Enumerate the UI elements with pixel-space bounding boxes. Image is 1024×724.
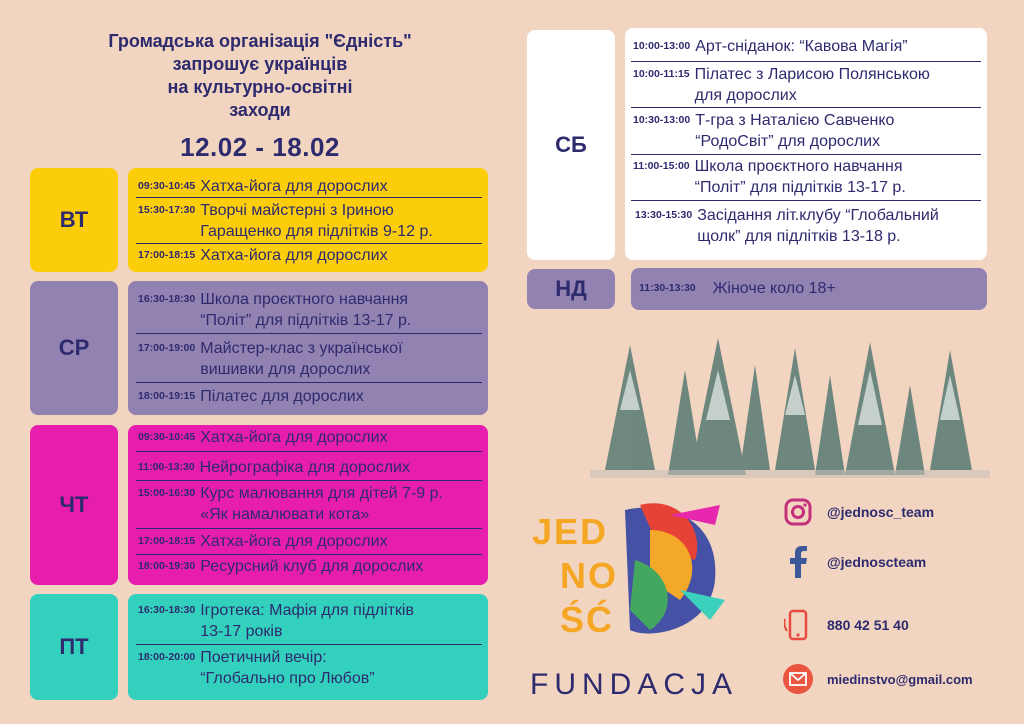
event-title: Поетичний вечір: “Глобально про Любов” (200, 649, 375, 687)
event-time: 10:00-11:15 (633, 68, 690, 80)
event-row (633, 36, 987, 57)
contact-instagram[interactable] (783, 497, 934, 527)
logo-letters-line-1: JED (532, 511, 609, 552)
divider (136, 243, 482, 244)
header-line-1: Громадська організація "Єдність" (108, 31, 412, 51)
divider (631, 107, 981, 108)
event-title: Нейрографіка для дорослих (199, 459, 410, 476)
divider (136, 480, 482, 481)
divider (136, 554, 482, 555)
header-line-2: запрошує українців (172, 54, 348, 74)
event-title: Хатха-йога для дорослих (200, 247, 388, 264)
event-row (138, 386, 488, 407)
divider (136, 451, 482, 452)
day-label-wed: СР (30, 281, 118, 415)
event-row (138, 427, 488, 448)
email-icon (783, 664, 813, 694)
event-title: Хатха-йога для дорослих (200, 178, 388, 195)
event-time: 11:30-13:30 (639, 282, 696, 294)
event-time: 18:00-20:00 (138, 651, 196, 663)
event-row (138, 289, 488, 331)
event-time: 17:00-19:00 (138, 342, 196, 354)
divider (136, 382, 482, 383)
facebook-icon (783, 547, 813, 577)
event-title: Пілатес для дорослих (200, 388, 364, 405)
event-row (138, 600, 488, 642)
event-row (138, 647, 488, 689)
event-time: 09:30-10:45 (138, 180, 196, 192)
divider (631, 61, 981, 62)
event-row (138, 556, 488, 577)
event-title: Курс малювання для дітей 7-9 р. «Як намалювати кота» (200, 485, 443, 523)
contact-phone[interactable] (783, 610, 909, 640)
event-time: 16:30-18:30 (138, 293, 196, 305)
logo-letters (532, 510, 618, 642)
event-title: Арт-сніданок: “Кавова Магія” (695, 38, 908, 55)
divider (136, 333, 482, 334)
event-time: 15:00-16:30 (138, 487, 196, 499)
facebook-handle: @jednoscteam (827, 554, 927, 570)
event-row (138, 338, 488, 380)
event-time: 11:00-15:00 (633, 160, 690, 172)
divider (136, 644, 482, 645)
day-label-fri: ПТ (30, 594, 118, 700)
event-row (633, 64, 987, 106)
event-row (639, 278, 987, 299)
event-row (138, 176, 488, 197)
event-time: 11:00-13:30 (138, 461, 195, 473)
logo-letters-line-3: ŚĆ (560, 599, 615, 640)
event-title: Засідання літ.клубу “Глобальний щолк” для підлітків 13-18 р. (697, 207, 939, 245)
event-time: 10:30-13:00 (633, 114, 691, 126)
event-title: Школа проєктного навчання “Політ” для підлітків 13-17 р. (200, 291, 412, 329)
event-row (138, 457, 488, 478)
header-line-4: заходи (229, 100, 291, 120)
event-time: 09:30-10:45 (138, 431, 196, 443)
event-time: 17:00-18:15 (138, 249, 196, 261)
event-row (633, 156, 987, 198)
divider (136, 197, 482, 198)
phone-number: 880 42 51 40 (827, 617, 909, 633)
day-label-thu: ЧТ (30, 425, 118, 585)
event-time: 16:30-18:30 (138, 604, 196, 616)
contact-email[interactable] (783, 664, 973, 694)
phone-icon (783, 610, 813, 640)
event-title: Ігротека: Мафія для підлітків 13-17 років (200, 602, 414, 640)
event-title: Т-гра з Наталією Савченко “РодоСвіт” для дорослих (695, 112, 895, 150)
event-row (633, 110, 987, 152)
header-line-3: на культурно-освітні (167, 77, 353, 97)
instagram-icon (783, 497, 813, 527)
event-row (138, 200, 488, 242)
date-range: 12.02 - 18.02 (180, 132, 340, 162)
event-title: Ресурсний клуб для дорослих (200, 558, 424, 575)
event-row (138, 483, 488, 525)
event-title: Школа проєктного навчання “Політ” для підлітків 13-17 р. (694, 158, 906, 196)
header (60, 30, 460, 162)
email-address: miedinstvo@gmail.com (827, 671, 973, 687)
divider (631, 200, 981, 201)
event-time: 18:00-19:15 (138, 390, 196, 402)
event-title: Хатха-йога для дорослих (200, 533, 388, 550)
events-panel-sun (631, 268, 987, 310)
event-time: 15:30-17:30 (138, 204, 196, 216)
logo-word: FUNDACJA (530, 668, 739, 701)
events-panel-sat (625, 28, 987, 260)
day-label-sat: СБ (527, 30, 615, 260)
day-label-tue: ВТ (30, 168, 118, 272)
event-title: Творчі майстерні з Іриною Гаращенко для підлітків 9-12 р. (200, 202, 433, 240)
events-panel-fri (128, 594, 488, 700)
pine-trees-illustration (590, 330, 990, 480)
event-row (635, 205, 987, 247)
event-time: 13:30-15:30 (635, 209, 693, 221)
events-panel-thu (128, 425, 488, 585)
day-label-sun: НД (527, 269, 615, 309)
event-title: Майстер-клас з української вишивки для дорослих (200, 340, 403, 378)
contact-facebook[interactable] (783, 547, 926, 577)
event-time: 10:00-13:00 (633, 40, 691, 52)
event-title: Жіноче коло 18+ (712, 280, 836, 297)
event-time: 18:00-19:30 (138, 560, 196, 572)
instagram-handle: @jednosc_team (827, 504, 935, 520)
events-panel-tue (128, 168, 488, 272)
event-time: 17:00-18:15 (138, 535, 196, 547)
events-panel-wed (128, 281, 488, 415)
event-row (138, 531, 488, 552)
event-title: Пілатес з Ларисою Полянською для дорослих (694, 66, 930, 104)
divider (136, 528, 482, 529)
event-title: Хатха-йога для дорослих (200, 429, 388, 446)
fundacja-logo (530, 490, 740, 705)
logo-letters-line-2: NO (560, 555, 618, 596)
divider (631, 154, 981, 155)
event-row (138, 245, 488, 266)
